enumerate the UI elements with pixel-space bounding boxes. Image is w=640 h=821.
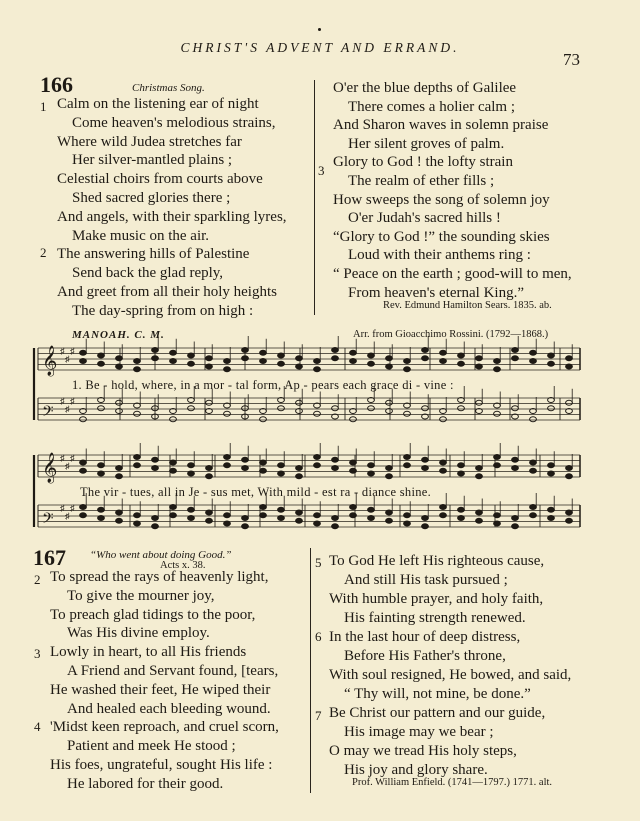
- note-head: [458, 353, 465, 358]
- note-head: [260, 468, 267, 473]
- note-head: [548, 507, 555, 512]
- sharp-icon: ♯: [70, 396, 75, 406]
- note-head: [386, 466, 393, 471]
- hymn-line: Send back the glad reply,: [72, 265, 224, 282]
- hymn-line: Loud with their anthems ring :: [348, 247, 531, 264]
- note-head: [314, 455, 321, 460]
- note-head: [548, 406, 555, 411]
- note-head: [116, 518, 123, 523]
- sharp-icon: ♯: [60, 346, 65, 356]
- verse-number: 2: [34, 572, 41, 587]
- note-head: [260, 460, 267, 465]
- note-head: [224, 359, 231, 364]
- hymn-line: There comes a holier calm ;: [348, 98, 516, 115]
- note-head: [242, 348, 249, 353]
- hymn-line: To preach glad tidings to the poor,: [50, 606, 256, 623]
- note-head: [296, 474, 303, 479]
- note-head: [440, 350, 447, 355]
- note-head: [458, 361, 465, 366]
- note-head: [530, 468, 537, 473]
- note-head: [242, 524, 249, 529]
- note-head: [188, 516, 195, 521]
- note-head: [422, 457, 429, 462]
- note-head: [548, 463, 555, 468]
- note-head: [134, 463, 141, 468]
- note-head: [386, 518, 393, 523]
- note-head: [386, 474, 393, 479]
- hymn-line: To spread the rays of heavenly light,: [50, 569, 269, 585]
- note-head: [512, 524, 519, 529]
- page-header: CHRIST'S ADVENT AND ERRAND.: [180, 40, 460, 55]
- hymn-line: Where wild Judea stretches far: [57, 133, 242, 150]
- hymn-line: “ Peace on the earth ; good-will to men,: [333, 266, 572, 282]
- note-head: [314, 359, 321, 364]
- note-head: [314, 411, 321, 416]
- note-head: [314, 521, 321, 526]
- note-head: [188, 471, 195, 476]
- note-head: [548, 353, 555, 358]
- note-head: [350, 468, 357, 473]
- note-head: [206, 518, 213, 523]
- note-head: [296, 356, 303, 361]
- note-head: [530, 460, 537, 465]
- note-head: [224, 521, 231, 526]
- note-head: [368, 406, 375, 411]
- note-head: [494, 359, 501, 364]
- note-head: [440, 513, 447, 518]
- note-head: [134, 359, 141, 364]
- note-head: [566, 356, 573, 361]
- note-head: [440, 417, 447, 422]
- note-head: [170, 417, 177, 422]
- note-head: [512, 406, 519, 411]
- note-head: [404, 463, 411, 468]
- note-head: [494, 513, 501, 518]
- note-head: [440, 505, 447, 510]
- note-head: [296, 510, 303, 515]
- note-head: [332, 524, 339, 529]
- note-head: [116, 364, 123, 369]
- note-head: [260, 417, 267, 422]
- note-head: [458, 463, 465, 468]
- note-head: [386, 356, 393, 361]
- note-head: [476, 364, 483, 369]
- hymn-line: With humble prayer, and holy faith,: [329, 591, 544, 607]
- note-head: [422, 406, 429, 411]
- note-head: [368, 507, 375, 512]
- sharp-icon: ♯: [65, 354, 70, 364]
- note-head: [368, 463, 375, 468]
- note-head: [458, 516, 465, 521]
- note-head: [350, 513, 357, 518]
- note-head: [512, 457, 519, 462]
- verse-number: 2: [40, 245, 47, 260]
- note-head: [422, 348, 429, 353]
- hymn-line: Celestial choirs from courts above: [57, 171, 263, 188]
- note-head: [170, 505, 177, 510]
- note-head: [530, 417, 537, 422]
- note-head: [314, 513, 321, 518]
- note-head: [440, 359, 447, 364]
- hymn-line: How sweeps the song of solemn joy: [333, 191, 550, 208]
- note-head: [80, 417, 87, 422]
- note-head: [566, 518, 573, 523]
- hymn-line: Her silent groves of palm.: [348, 135, 505, 152]
- note-head: [134, 513, 141, 518]
- hymn-line: And angels, with their sparkling lyres,: [57, 208, 287, 225]
- note-head: [98, 353, 105, 358]
- hymn-line: Before His Father's throne,: [344, 648, 506, 664]
- note-head: [152, 524, 159, 529]
- note-head: [476, 518, 483, 523]
- tune-name: MANOAH. C. M.: [72, 329, 165, 341]
- hymn-line: Be Christ our pattern and our guide,: [329, 705, 546, 721]
- note-head: [188, 353, 195, 358]
- note-head: [188, 463, 195, 468]
- note-head: [566, 474, 573, 479]
- note-head: [116, 466, 123, 471]
- sharp-icon: ♯: [70, 503, 75, 513]
- page-number: 73: [563, 50, 580, 69]
- note-head: [206, 466, 213, 471]
- sharp-icon: ♯: [65, 461, 70, 471]
- verse-number: 5: [315, 555, 322, 570]
- note-head: [548, 516, 555, 521]
- note-head: [368, 361, 375, 366]
- note-head: [152, 516, 159, 521]
- note-head: [422, 356, 429, 361]
- note-head: [440, 468, 447, 473]
- note-head: [98, 406, 105, 411]
- hymn-line: “ Thy will, not mine, be done.”: [344, 686, 531, 702]
- note-head: [476, 466, 483, 471]
- note-head: [278, 507, 285, 512]
- hymn-166-attribution: Rev. Edmund Hamilton Sears. 1835. ab.: [383, 300, 552, 311]
- hymn-line: Shed sacred glories there ;: [72, 190, 231, 206]
- note-head: [368, 353, 375, 358]
- note-head: [170, 468, 177, 473]
- note-head: [260, 513, 267, 518]
- note-head: [530, 513, 537, 518]
- note-head: [530, 359, 537, 364]
- note-head: [350, 417, 357, 422]
- verse-number: 1: [40, 99, 47, 114]
- sharp-icon: ♯: [60, 396, 65, 406]
- note-head: [494, 367, 501, 372]
- note-head: [80, 505, 87, 510]
- hymn-line: To give the mourner joy,: [67, 587, 215, 604]
- note-head: [512, 466, 519, 471]
- tune-lyric-line-1: 1. Be - hold, where, in a mor - tal form, Ap - pears each grace di - vine :: [72, 378, 454, 392]
- hymn-166-subtitle: Christmas Song.: [132, 82, 205, 94]
- verse-number: 3: [34, 646, 41, 661]
- note-head: [242, 356, 249, 361]
- treble-clef-icon: 𝄞: [42, 453, 58, 482]
- note-head: [350, 350, 357, 355]
- note-head: [116, 356, 123, 361]
- note-head: [296, 364, 303, 369]
- hymn-line: The day-spring from on high :: [72, 302, 254, 319]
- sharp-icon: ♯: [70, 346, 75, 356]
- note-head: [566, 466, 573, 471]
- note-head: [224, 463, 231, 468]
- note-head: [332, 348, 339, 353]
- note-head: [170, 460, 177, 465]
- note-head: [512, 356, 519, 361]
- hymn-line: Was His divine employ.: [67, 625, 210, 642]
- note-head: [170, 350, 177, 355]
- tune-arrangement: Arr. from Gioacchimo Rossini. (1792—1868.): [353, 329, 549, 340]
- note-head: [386, 364, 393, 369]
- note-head: [80, 468, 87, 473]
- hymn-line: Make music on the air.: [72, 227, 210, 244]
- hymn-line: Her silver-mantled plains ;: [72, 152, 233, 169]
- note-head: [566, 364, 573, 369]
- note-head: [476, 356, 483, 361]
- note-head: [566, 400, 573, 405]
- note-head: [224, 513, 231, 518]
- hymn-line: His foes, ungrateful, sought His life :: [50, 757, 273, 773]
- column-divider: [310, 548, 311, 793]
- hymn-line: 'Midst keen reproach, and cruel scorn,: [50, 719, 279, 736]
- hymn-line: His joy and glory share.: [344, 762, 488, 778]
- verse-number: 6: [315, 629, 322, 644]
- hymn-line: O'er the blue depths of Galilee: [333, 80, 517, 96]
- hymn-line: The realm of ether fills ;: [348, 173, 495, 189]
- note-head: [224, 411, 231, 416]
- note-head: [134, 455, 141, 460]
- note-head: [386, 400, 393, 405]
- note-head: [368, 471, 375, 476]
- note-head: [80, 350, 87, 355]
- note-head: [548, 471, 555, 476]
- note-head: [530, 350, 537, 355]
- note-head: [98, 471, 105, 476]
- note-head: [98, 516, 105, 521]
- verse-number: 3: [318, 163, 325, 178]
- hymn-line: Calm on the listening ear of night: [57, 96, 259, 112]
- hymn-167-number: 167: [33, 545, 66, 570]
- note-head: [350, 460, 357, 465]
- treble-clef-icon: 𝄞: [42, 346, 58, 375]
- note-head: [368, 516, 375, 521]
- note-head: [242, 466, 249, 471]
- note-head: [116, 400, 123, 405]
- sharp-icon: ♯: [65, 404, 70, 414]
- hymn-line: “Glory to God !” the sounding skies: [333, 228, 550, 245]
- note-head: [260, 505, 267, 510]
- note-head: [116, 510, 123, 515]
- hymn-166-number: 166: [40, 72, 73, 97]
- note-head: [422, 524, 429, 529]
- note-head: [152, 466, 159, 471]
- hymn-line: From heaven's eternal King.”: [348, 284, 524, 301]
- note-head: [296, 466, 303, 471]
- note-head: [512, 516, 519, 521]
- note-head: [188, 507, 195, 512]
- hymn-line: His fainting strength renewed.: [344, 610, 526, 626]
- hymn-line: And Sharon waves in solemn praise: [333, 117, 549, 134]
- note-head: [260, 350, 267, 355]
- note-head: [494, 411, 501, 416]
- note-head: [422, 516, 429, 521]
- note-head: [332, 516, 339, 521]
- note-head: [548, 361, 555, 366]
- note-head: [278, 463, 285, 468]
- sharp-icon: ♯: [70, 453, 75, 463]
- hymn-line: A Friend and Servant found, [tears,: [67, 663, 279, 679]
- note-head: [404, 513, 411, 518]
- note-head: [296, 400, 303, 405]
- hymn-line: And greet from all their holy heights: [57, 284, 277, 300]
- note-head: [476, 510, 483, 515]
- note-head: [278, 406, 285, 411]
- hymn-line: And still His task pursued ;: [344, 572, 508, 588]
- hymn-line: He washed their feet, He wiped their: [50, 681, 271, 698]
- note-head: [458, 406, 465, 411]
- note-head: [476, 400, 483, 405]
- note-head: [170, 513, 177, 518]
- hymn-line: Patient and meek He stood ;: [67, 738, 236, 755]
- note-head: [296, 518, 303, 523]
- note-head: [476, 474, 483, 479]
- note-head: [386, 510, 393, 515]
- note-head: [98, 361, 105, 366]
- note-head: [116, 474, 123, 479]
- verse-number: 4: [34, 719, 41, 734]
- note-head: [188, 406, 195, 411]
- note-head: [494, 455, 501, 460]
- note-head: [224, 367, 231, 372]
- note-head: [206, 400, 213, 405]
- hymn-line: Lowly in heart, to all His friends: [50, 644, 247, 661]
- note-head: [206, 474, 213, 479]
- note-head: [404, 411, 411, 416]
- note-head: [458, 471, 465, 476]
- note-head: [278, 471, 285, 476]
- hymn-line: To God He left His righteous cause,: [329, 553, 545, 569]
- note-head: [404, 359, 411, 364]
- note-head: [206, 356, 213, 361]
- note-head: [152, 356, 159, 361]
- hymn-167-subtitle: “Who went about doing Good.”: [90, 549, 232, 561]
- note-head: [350, 505, 357, 510]
- note-head: [350, 359, 357, 364]
- note-head: [206, 510, 213, 515]
- note-head: [242, 516, 249, 521]
- note-head: [152, 457, 159, 462]
- note-head: [332, 406, 339, 411]
- hymn-line: The answering hills of Palestine: [57, 246, 250, 263]
- hymn-line: And healed each bleeding wound.: [67, 700, 271, 717]
- note-head: [206, 364, 213, 369]
- hymn-167-attribution: Prof. William Enfield. (1741—1797.) 1771. alt.: [352, 777, 553, 788]
- note-head: [260, 359, 267, 364]
- note-head: [170, 359, 177, 364]
- tune-lyric-line-2: The vir - tues, all in Je - sus met, With mild - est ra - diance shine.: [80, 485, 432, 499]
- note-head: [98, 507, 105, 512]
- hymn-line: Glory to God ! the lofty strain: [333, 154, 513, 171]
- note-head: [530, 505, 537, 510]
- note-head: [80, 359, 87, 364]
- verse-number: 7: [315, 708, 322, 723]
- note-head: [98, 463, 105, 468]
- note-head: [152, 348, 159, 353]
- note-head: [314, 367, 321, 372]
- note-head: [278, 516, 285, 521]
- note-head: [134, 367, 141, 372]
- note-head: [188, 361, 195, 366]
- note-head: [566, 510, 573, 515]
- hymn-line: With soul resigned, He bowed, and said,: [329, 667, 572, 683]
- hymn-line: O'er Judah's sacred hills !: [348, 210, 501, 227]
- note-head: [404, 521, 411, 526]
- bass-clef-icon: 𝄢: [42, 403, 54, 423]
- note-head: [332, 466, 339, 471]
- note-head: [278, 361, 285, 366]
- note-head: [134, 521, 141, 526]
- note-head: [494, 521, 501, 526]
- note-head: [458, 507, 465, 512]
- hymn-line: In the last hour of deep distress,: [329, 629, 521, 645]
- note-head: [422, 466, 429, 471]
- note-head: [440, 460, 447, 465]
- note-head: [224, 455, 231, 460]
- note-head: [404, 367, 411, 372]
- note-head: [278, 353, 285, 358]
- note-head: [80, 460, 87, 465]
- note-head: [332, 356, 339, 361]
- sharp-icon: ♯: [60, 453, 65, 463]
- note-head: [332, 457, 339, 462]
- note-head: [314, 463, 321, 468]
- hymn-line: Come heaven's melodious strains,: [72, 114, 276, 131]
- hymn-167-citation: Acts x. 38.: [160, 560, 206, 571]
- sharp-icon: ♯: [65, 511, 70, 521]
- sharp-icon: ♯: [60, 503, 65, 513]
- note-head: [494, 463, 501, 468]
- note-head: [134, 411, 141, 416]
- bass-clef-icon: 𝄢: [42, 510, 54, 530]
- note-head: [512, 348, 519, 353]
- hymn-line: O may we tread His holy steps,: [329, 743, 517, 759]
- note-head: [80, 513, 87, 518]
- hymn-line: He labored for their good.: [67, 775, 224, 792]
- note-head: [242, 457, 249, 462]
- hymn-line: His image may we bear ;: [344, 724, 494, 740]
- note-head: [404, 455, 411, 460]
